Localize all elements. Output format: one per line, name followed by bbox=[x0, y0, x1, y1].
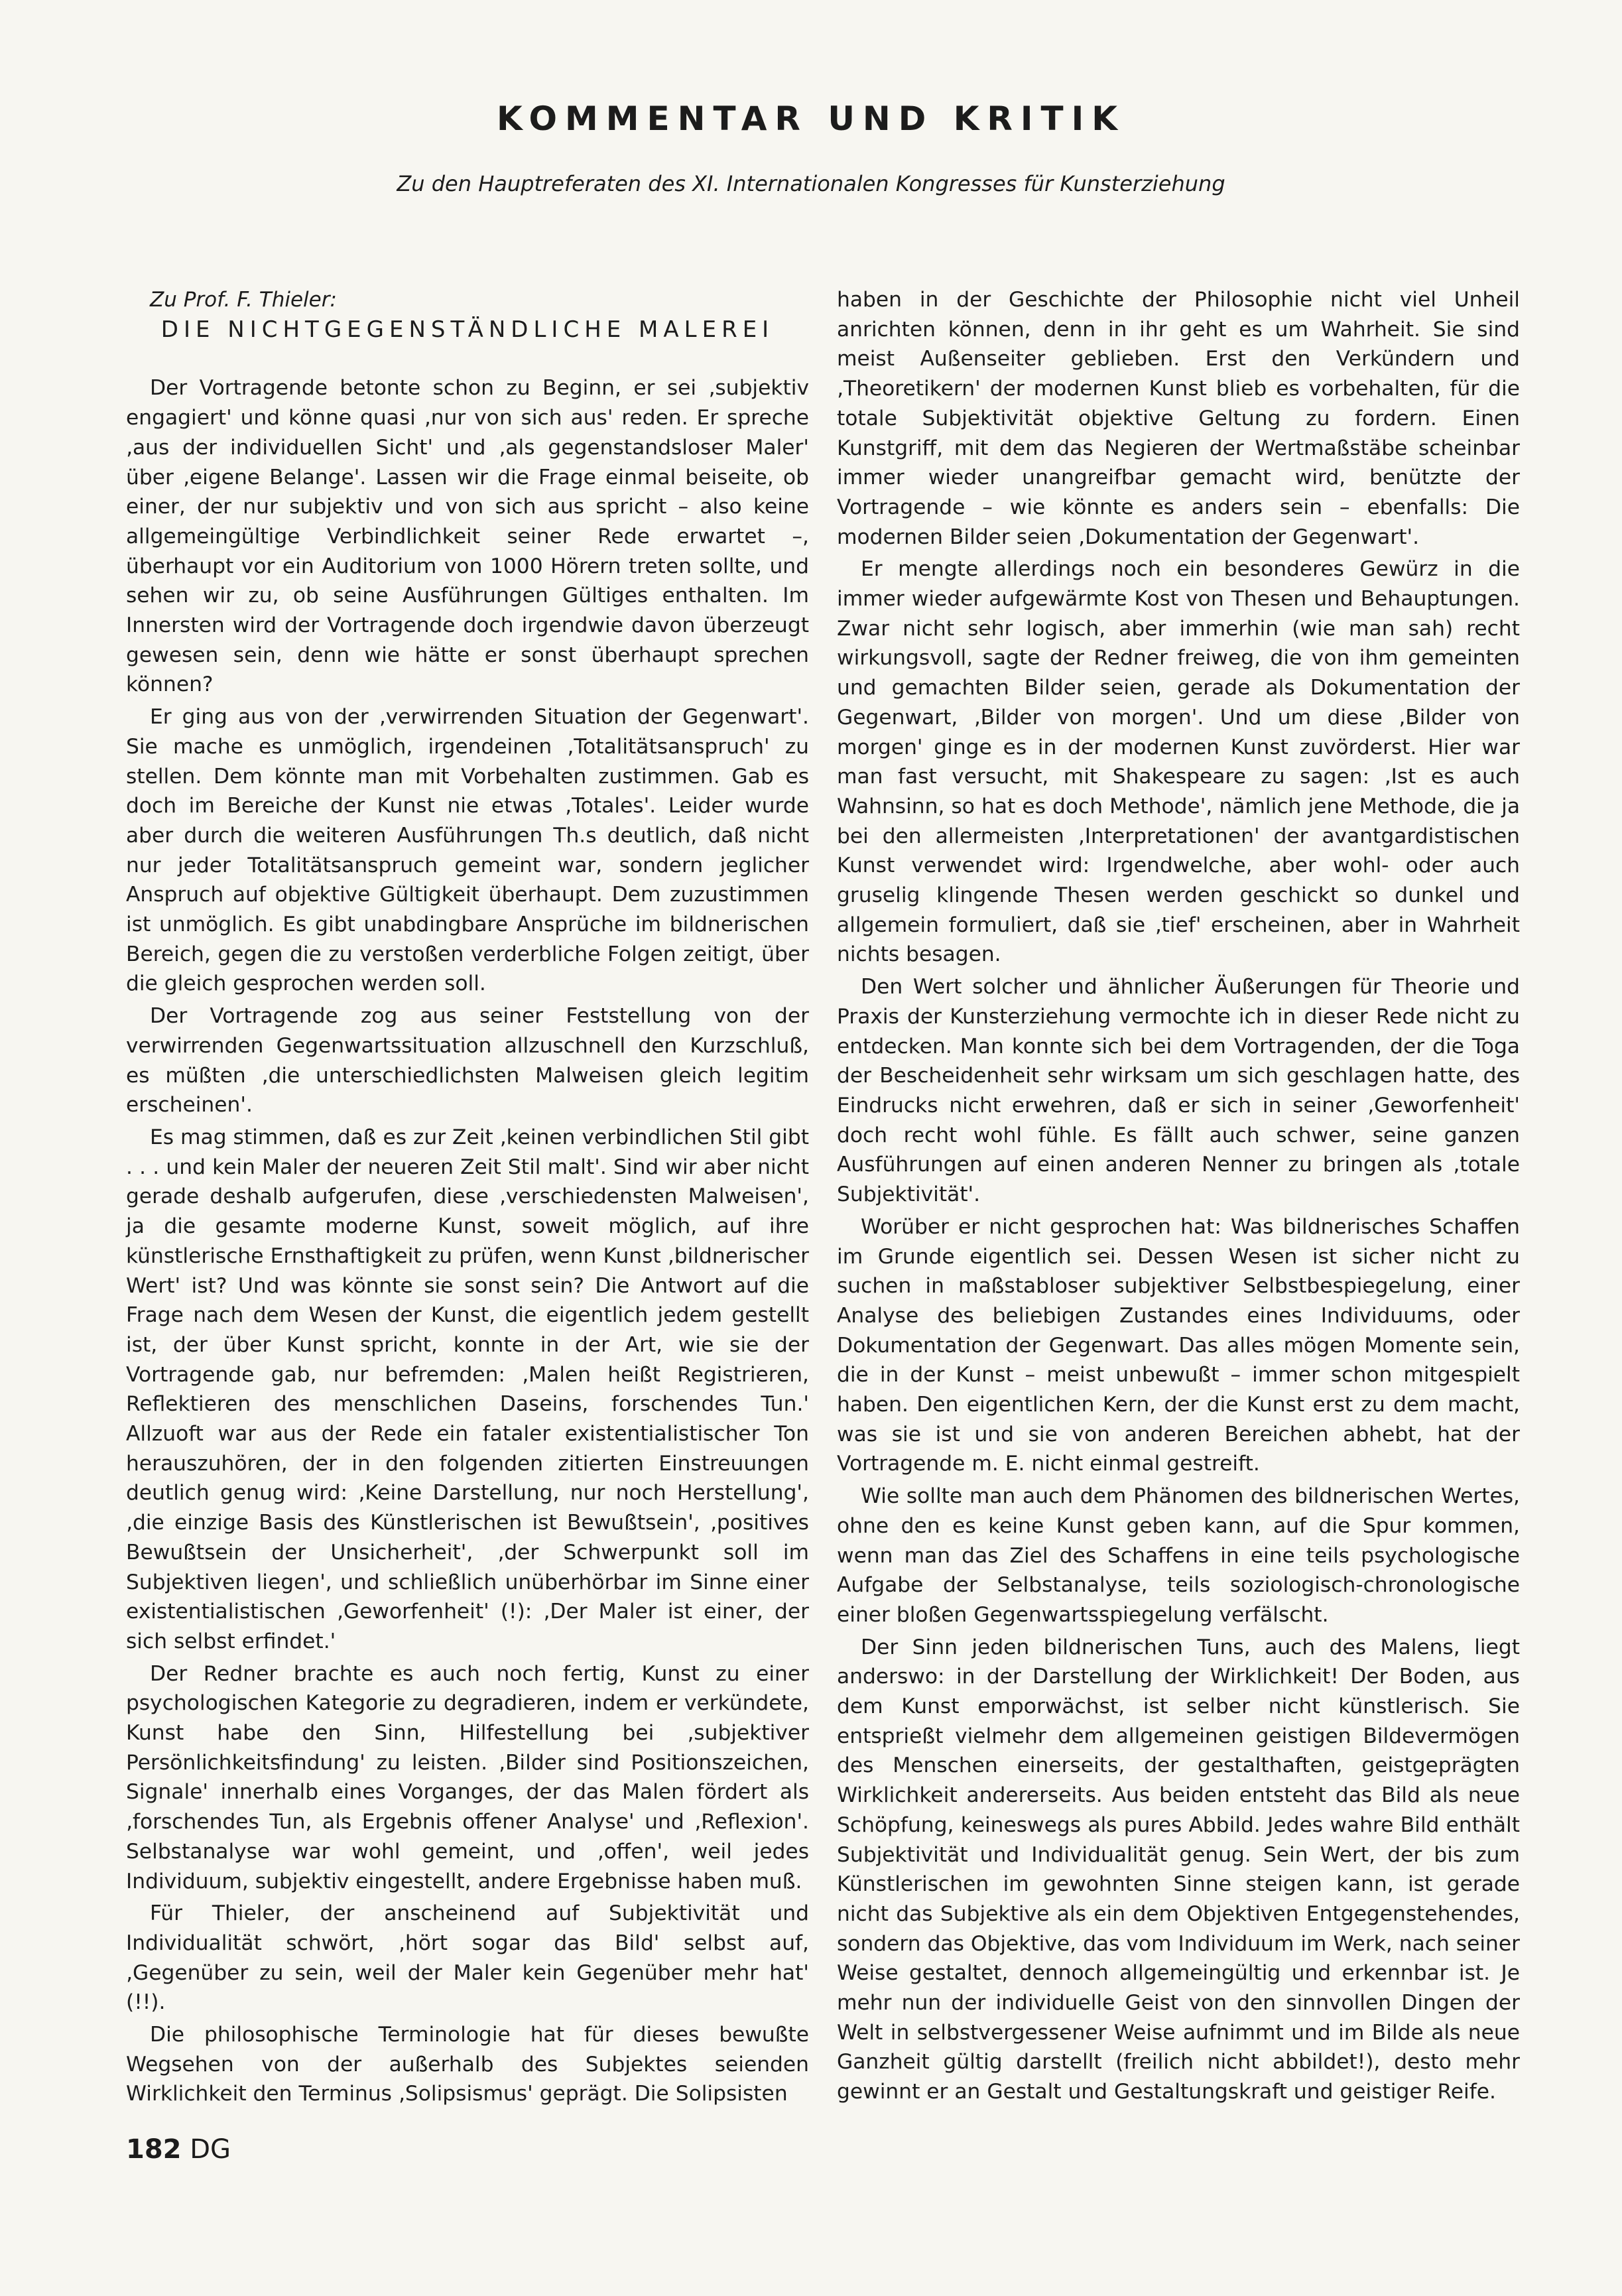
paragraph: Worüber er nicht gesprochen hat: Was bildnerisches Schaffen im Grunde eigentlich sei. Dessen Wesen ist sicher nicht zu suchen in maßstabloser subjektiver Selbstbespiegelung, einer Analyse des beliebigen Zustandes eines Individuums, oder Dokumentation der Gegenwart. Das alles mögen Momente sein, die in der Kunst – meist unbewußt – immer schon mitgespielt haben. Den eigentlichen Kern, der die Kunst erst zu dem macht, was sie ist und sie von anderen Bereichen abhebt, hat der Vortragende m. E. nicht einmal gestreift. bbox=[837, 1214, 1520, 1476]
paragraph: Er ging aus von der ‚verwirrenden Situation der Gegenwart'. Sie mache es unmöglich, irgendeinen ‚Totalitätsanspruch' zu stellen. Dem könnte man mit Vorbehalten zustimmen. Gab es doch im Bereiche der Kunst nie etwas ‚Totales'. Leider wurde aber durch die weiteren Ausführungen Th.s deutlich, daß nicht nur jeder Totalitätsanspruch gemeint war, sondern jeglicher Anspruch auf objektive Gültigkeit überhaupt. Dem zuzustimmen ist unmöglich. Es gibt unabdingbare Ansprüche im bildnerischen Bereich, gegen die zu verstoßen verderbliche Folgen zeitigt, über die gleich gesprochen werden soll. bbox=[126, 705, 809, 996]
paragraph: Der Vortragende zog aus seiner Feststellung von der verwirrenden Gegenwartssituation allzuschnell den Kurzschluß, es müßten ‚die unterschiedlichsten Malweisen gleich legitim erscheinen'. bbox=[126, 1004, 809, 1117]
paragraph: Die philosophische Terminologie hat für dieses bewußte Wegsehen von der außerhalb des Subjektes seienden Wirklichkeit den Terminus ‚Solipsismus' geprägt. Die Solipsisten bbox=[126, 2023, 809, 2106]
paragraph: Wie sollte man auch dem Phänomen des bildnerischen Wertes, ohne den es keine Kunst geben kann, auf die Spur kommen, wenn man das Ziel des Schaffens in eine teils psychologische Aufgabe der Selbstanalyse, teils soziologisch-chronologische einer bloßen Gegenwartsspiegelung verfälscht. bbox=[837, 1484, 1520, 1627]
page-title: KOMMENTAR UND KRITIK bbox=[496, 99, 1125, 138]
paragraph: Es mag stimmen, daß es zur Zeit ‚keinen verbindlichen Stil gibt . . . und kein Maler der neueren Zeit Stil malt'. Sind wir aber nicht gerade deshalb aufgerufen, diese ‚verschiedensten Malweisen', ja die gesamte moderne Kunst, soweit möglich, auf ihre künstlerische Ernsthaftigkeit zu prüfen, wenn Kunst ‚bildnerischer Wert' ist? Und was könnte sie sonst sein? Die Antwort auf die Frage nach dem Wesen der Kunst, die eigentlich jedem gestellt ist, der über Kunst spricht, konnte in der Art, wie sie der Vortragende gab, nur befremden: ‚Malen heißt Registrieren, Reflektieren des menschlichen Daseins, forschendes Tun.' Allzuoft war aus der Rede ein fataler existentialistischer Ton herauszuhören, der in den folgenden zitierten Einstreuungen deutlich genug wird: ‚Keine Darstellung, nur noch Herstellung', ‚die einzige Basis des Künstlerischen ist Bewußtsein', ‚positives Bewußtsein der Unsicherheit', ‚der Schwerpunkt soll im Subjektiven liegen', und schließlich unüberhörbar im Sinne einer existentialistischen ‚Geworfenheit' (!): ‚Der Maler ist einer, der sich selbst erfindet.' bbox=[126, 1125, 809, 1653]
paragraph: Der Redner brachte es auch noch fertig, Kunst zu einer psychologischen Kategorie zu degradieren, indem er verkündete, Kunst habe den Sinn, Hilfestellung bei ‚subjektiver Persönlichkeitsfindung' zu leisten. ‚Bilder sind Positionszeichen, Signale' innerhalb eines Vorganges, der das Malen fördert als ‚forschendes Tun, als Ergebnis offener Analyse' und ‚Reflexion'. Selbstanalyse war wohl gemeint, und ‚offen', weil jedes Individuum, subjektiv eingestellt, andere Ergebnisse haben muß. bbox=[126, 1661, 809, 1893]
left-column bbox=[126, 285, 809, 2109]
paragraph: Der Vortragende betonte schon zu Beginn, er sei ‚subjektiv engagiert' und könne quasi ‚nur von sich aus' reden. Er spreche ‚aus der individuellen Sicht' und ‚als gegenstandsloser Maler' über ‚eigene Belange'. Lassen wir die Frage einmal beiseite, ob einer, der nur subjektiv und von sich aus spricht – also keine allgemeingültige Verbindlichkeit seiner Rede erwartet –, überhaupt vor ein Auditorium von 1000 Hörern treten sollte, und sehen wir zu, ob seine Ausführungen Gültiges enthalten. Im Innersten wird der Vortragende doch irgendwie davon überzeugt gewesen sein, denn wie hätte er sonst überhaupt sprechen können? bbox=[126, 376, 809, 697]
page-subtitle: Zu den Hauptreferaten des XI. Internationalen Kongresses für Kunsterziehung bbox=[397, 171, 1225, 196]
paragraph: Er mengte allerdings noch ein besonderes Gewürz in die immer wieder aufgewärmte Kost von Thesen und Behauptungen. Zwar nicht sehr logisch, aber immerhin (wie man sah) recht wirkungsvoll, sagte der Redner freiweg, die von ihm gemeinten und gemachten Bilder seien, gerade als Dokumentation der Gegenwart, ‚Bilder von morgen'. Und um diese ‚Bilder von morgen' ginge es in der modernen Kunst zuvörderst. Hier war man fast versucht, mit Shakespeare zu sagen: ‚Ist es auch Wahnsinn, so hat es doch Methode', nämlich jene Methode, die ja bei den allermeisten ‚Interpretationen' der avantgardistischen Kunst verwendet wird: Irgendwelche, aber wohl- oder auch gruselig klingende Thesen werden geschickt so dunkel und allgemein formuliert, daß sie ‚tief' erscheinen, aber in Wahrheit nichts besagen. bbox=[837, 557, 1520, 967]
page-number: 182 bbox=[126, 2134, 182, 2165]
page-footer bbox=[126, 2134, 231, 2165]
paragraph: haben in der Geschichte der Philosophie nicht viel Unheil anrichten können, denn in ihr geht es um Wahrheit. Sie sind meist Außenseiter geblieben. Erst den Verkündern und ‚Theoretikern' der modernen Kunst blieb es vorbehalten, für die totale Subjektivität objektive Geltung zu fordern. Einen Kunstgriff, mit dem das Negieren der Wertmaßstäbe scheinbar immer wieder unangreifbar gemacht wird, benützte der Vortragende – wie könnte es anders sein – ebenfalls: Die modernen Bilder seien ‚Dokumentation der Gegenwart'. bbox=[837, 288, 1520, 549]
right-column bbox=[837, 285, 1520, 2107]
paragraph: Für Thieler, der anscheinend auf Subjektivität und Individualität schwört, ‚hört sogar das Bild' selbst auf, ‚Gegenüber zu sein, weil der Maler kein Gegenüber mehr hat' (!!). bbox=[126, 1901, 809, 2015]
article-addressee: Zu Prof. F. Thieler: bbox=[150, 288, 337, 312]
paragraph: Den Wert solcher und ähnlicher Äußerungen für Theorie und Praxis der Kunsterziehung vermochte ich in dieser Rede nicht zu entdecken. Man konnte sich bei dem Vortragenden, der die Toga der Bescheidenheit sehr wirksam um sich geschlagen hatte, des Eindrucks nicht erwehren, daß er sich in seiner ‚Geworfenheit' doch recht wohl fühle. Es fällt auch schwer, seine ganzen Ausführungen auf einen anderen Nenner zu bringen als ‚totale Subjektivität'. bbox=[837, 975, 1520, 1207]
article-heading: DIE NICHTGEGENSTÄNDLICHE MALEREI bbox=[160, 316, 775, 343]
journal-abbreviation: DG bbox=[190, 2134, 231, 2165]
paragraph: Der Sinn jeden bildnerischen Tuns, auch des Malens, liegt anderswo: in der Darstellung der Wirklichkeit! Der Boden, aus dem Kunst emporwächst, ist selber nicht künstlerisch. Sie entsprießt vielmehr dem allgemeinen geistigen Bildevermögen des Menschen einerseits, der gestalthaften, geistgeprägten Wirklichkeit andererseits. Aus beiden entsteht das Bild als neue Schöpfung, keineswegs als pures Abbild. Jedes wahre Bild enthält Subjektivität und Individualität genug. Sein Wert, der bis zum Künstlerischen im gewohnten Sinne steigen kann, ist gerade nicht das Subjektive als ein dem Objektiven Entgegenstehendes, sondern das Objektive, das vom Individuum im Werk, nach seiner Weise gestaltet, dennoch allgemeingültig und erkennbar ist. Je mehr nun der individuelle Geist von den sinnvollen Dingen der Welt in selbstvergessener Weise aufnimmt und im Bilde als neue Ganzheit gültig darstellt (freilich nicht abbildet!), desto mehr gewinnt er an Gestalt und Gestaltungskraft und geistiger Reife. bbox=[837, 1635, 1520, 2104]
